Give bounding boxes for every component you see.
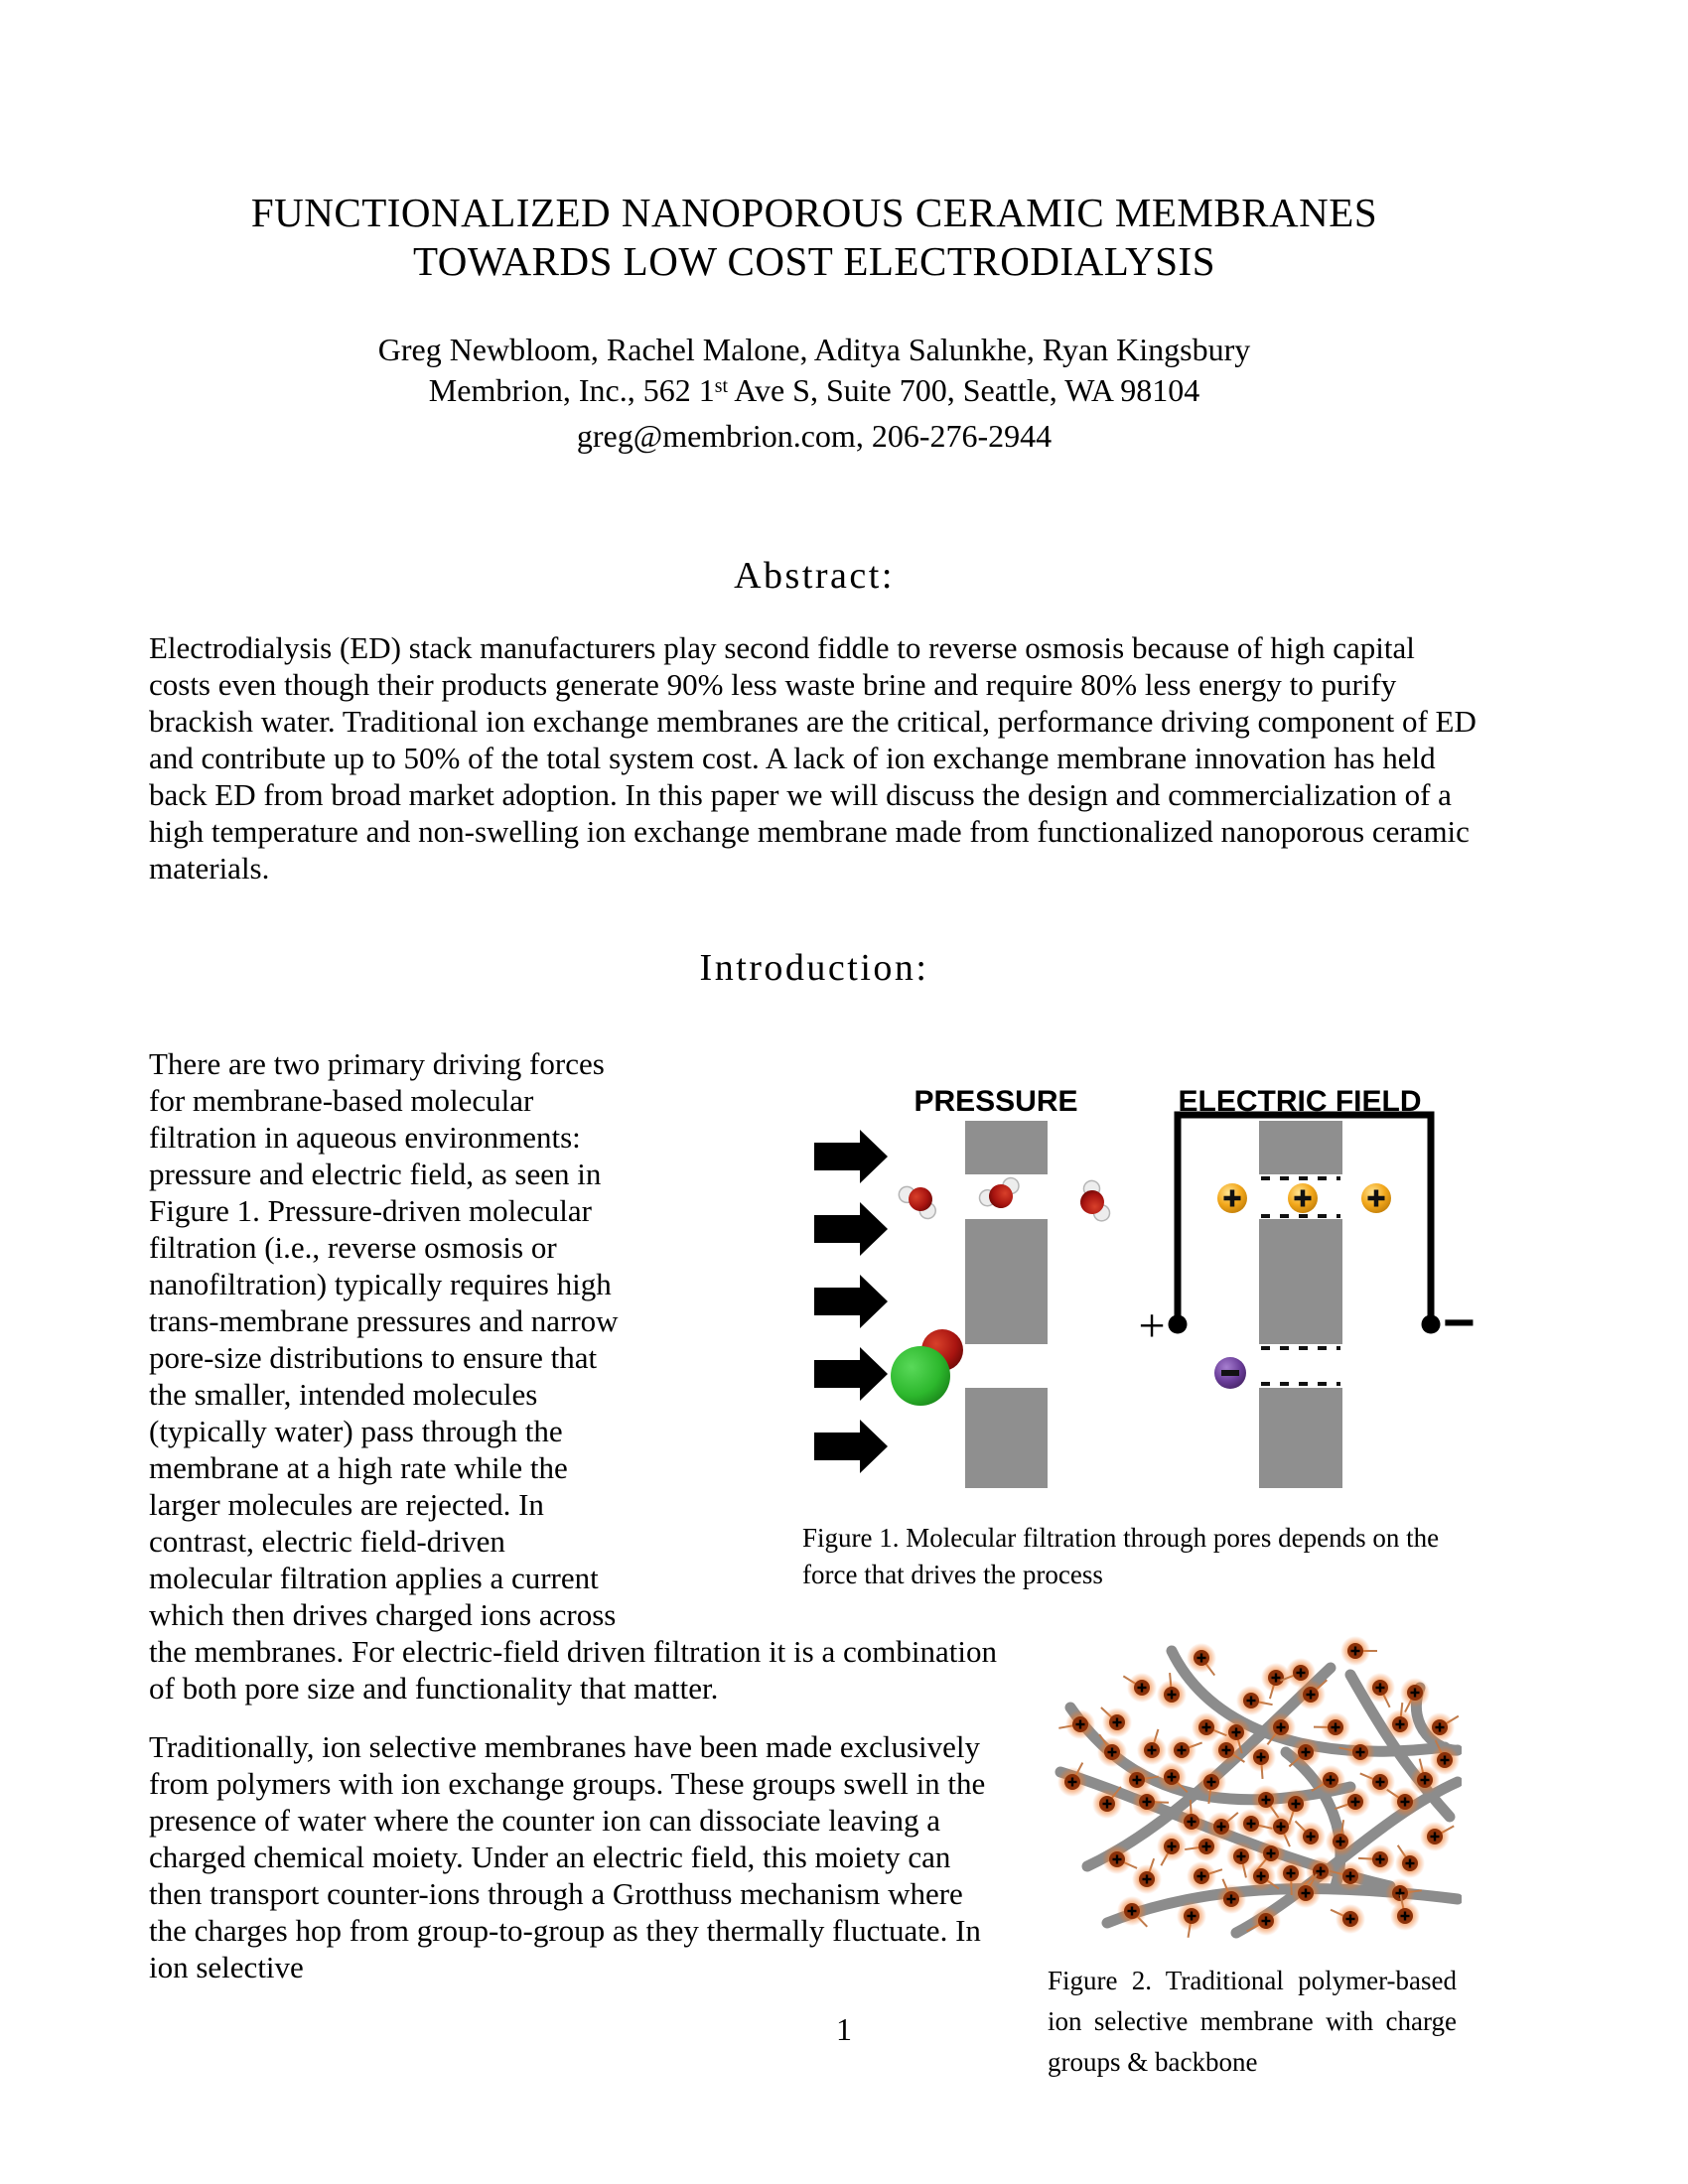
water-molecule-icon — [978, 1173, 1020, 1211]
charge-group-icon — [1296, 1680, 1327, 1709]
charge-group-icon — [1331, 1904, 1365, 1934]
intro-paragraph-1-text-b: drives charged ions across the membranes. For electric-field driven filtration it is a combination of both pore size and functionality that matter. — [149, 1597, 997, 1706]
figure1-diagram-svg — [784, 1085, 1479, 1502]
electric-membrane-block — [1259, 1219, 1342, 1344]
charge-group-icon — [1340, 1636, 1377, 1666]
charge-group-icon — [1246, 1742, 1276, 1779]
electric-membrane-block — [1259, 1121, 1342, 1174]
charge-group-icon — [1247, 1906, 1281, 1936]
anion-icon — [1214, 1357, 1246, 1389]
intro-paragraph-2: Traditionally, ion selective membranes have been made exclusively from polymers with ion exchange groups. These groups swell in the presence of water where the counter ion can dissociate leaving a charged chemical moiety. Under an electric field, this moiety can then transport counter-ions through a Grotthuss mechanism where the charges hop from group-to-group as they thermally fluctuate. In ion selective — [149, 1729, 986, 1984]
electric-field-label: ELECTRIC FIELD — [1178, 1085, 1422, 1118]
paper-title-line1: FUNCTIONALIZED NANOPOROUS CERAMIC MEMBRANES — [250, 190, 1378, 235]
charge-group-icon — [1187, 1861, 1222, 1891]
charge-group-icon — [1295, 1821, 1326, 1851]
charge-group-icon — [1261, 1663, 1291, 1699]
figure2-caption: Figure 2. Traditional polymer-based ion selective membrane with charge groups & backbone — [1048, 1966, 1457, 2077]
charge-group-icon — [1187, 1643, 1216, 1676]
charge-group-icon — [1167, 1735, 1202, 1765]
minus-sign: − — [1443, 1291, 1476, 1353]
electric-membrane-block — [1259, 1388, 1342, 1488]
charge-group-icon — [1385, 1703, 1415, 1739]
paper-title-line2: TOWARDS LOW COST ELECTRODIALYSIS — [412, 238, 1215, 284]
contact-line: greg@membrion.com, 206-276-2944 — [576, 418, 1053, 454]
content-column — [149, 0, 1479, 2083]
water-molecule-icon — [1076, 1179, 1116, 1223]
figure1 — [626, 1045, 1479, 1593]
author-block — [149, 330, 1479, 457]
flow-arrow-icon — [814, 1420, 888, 1473]
flow-arrow-icon — [814, 1202, 888, 1256]
flow-arrow-icon — [814, 1275, 888, 1328]
paper-title — [149, 189, 1479, 286]
charge-group-icon — [1137, 1729, 1167, 1765]
affiliation-line: Membrion, Inc., 562 1st Ave S, Suite 700, Seattle, WA 98104 — [428, 372, 1200, 408]
abstract-paragraph: Electrodialysis (ED) stack manufacturers play second fiddle to reverse osmosis because of high capital costs even though their products generate 90% less waste brine and require 80% less energy to purify brackish water. Traditional ion exchange membranes are the critical, performance driving component of ED and contribute up to 50% of the total system cost. A lack of ion exchange membrane innovation has held back ED from broad market adoption. In this paper we will discuss the design and commercialization of a high temperature and non-swelling ion exchange membrane made from functionalized nanoporous ceramic materials. — [149, 630, 1477, 886]
charge-group-icon — [1400, 1678, 1430, 1712]
figure1-diagram — [784, 1085, 1479, 1510]
electrode-minus-terminal — [1422, 1315, 1441, 1334]
abstract-heading: Abstract: — [734, 555, 895, 597]
authors-line: Greg Newbloom, Rachel Malone, Aditya Salunkhe, Ryan Kingsbury — [377, 332, 1251, 367]
charge-group-icon — [1092, 1787, 1122, 1819]
charge-group-icon — [1314, 1712, 1350, 1742]
introduction-heading: Introduction: — [699, 947, 929, 989]
electrode-plus-terminal — [1169, 1315, 1188, 1334]
cation-icon — [1288, 1183, 1318, 1213]
pressure-membrane-block — [965, 1121, 1048, 1174]
charge-group-icon — [1177, 1901, 1206, 1938]
charge-group-icon — [1123, 1673, 1157, 1703]
charge-group-icon — [1101, 1707, 1132, 1737]
charge-group-icon — [1216, 1879, 1246, 1914]
introduction-body — [149, 1045, 1479, 2077]
flow-arrow-icon — [814, 1130, 888, 1183]
charge-group-icon — [1102, 1844, 1137, 1874]
pressure-membrane-block — [965, 1388, 1048, 1488]
charge-group-icon — [1157, 1832, 1187, 1865]
figure1-caption: Figure 1. Molecular filtration through pores depends on the force that drives the process — [802, 1523, 1440, 1589]
charge-group-icon — [1058, 1709, 1095, 1739]
cation-icon — [1217, 1183, 1247, 1213]
ordinal-superscript: st — [714, 375, 728, 398]
figure2-svg — [1053, 1633, 1462, 1941]
flow-arrow-icon — [814, 1347, 888, 1401]
intro-paragraph-1-text-a: There are two primary driving forces for membrane-based molecular filtration in aqueous environments: pressure and electric field, as seen in Figure 1. Pressure-driven molecular filtration (i.e., reverse osmosis or nanofiltration) typically requires high trans-membrane pressures and narrow pore-size distributions to ensure that the smaller, intended molecules (typically water) pass through the membrane at a high rate while the larger molecules are rejected. In contrast, electric field-driven molecular filtration applies a current which then — [149, 1046, 619, 1632]
charge-group-icon — [1358, 1844, 1395, 1874]
water-molecule-icon — [898, 1180, 937, 1224]
charge-group-icon — [1157, 1762, 1188, 1792]
figure2-drawing — [1053, 1633, 1462, 1949]
pressure-label: PRESSURE — [914, 1085, 1078, 1118]
cation-icon — [1361, 1183, 1391, 1213]
charge-group-icon — [1132, 1858, 1162, 1894]
charge-group-icon — [1420, 1822, 1454, 1851]
plus-sign: + — [1138, 1299, 1166, 1352]
charge-group-icon — [1387, 1787, 1420, 1817]
page-number: 1 — [836, 2011, 852, 2047]
charge-group-icon — [1395, 1845, 1425, 1878]
solute-molecule-green — [891, 1346, 950, 1406]
charge-group-icon — [1236, 1686, 1273, 1715]
pressure-membrane-block — [965, 1219, 1048, 1344]
charge-group-icon — [1097, 1734, 1127, 1767]
charge-group-icon — [1425, 1712, 1459, 1742]
